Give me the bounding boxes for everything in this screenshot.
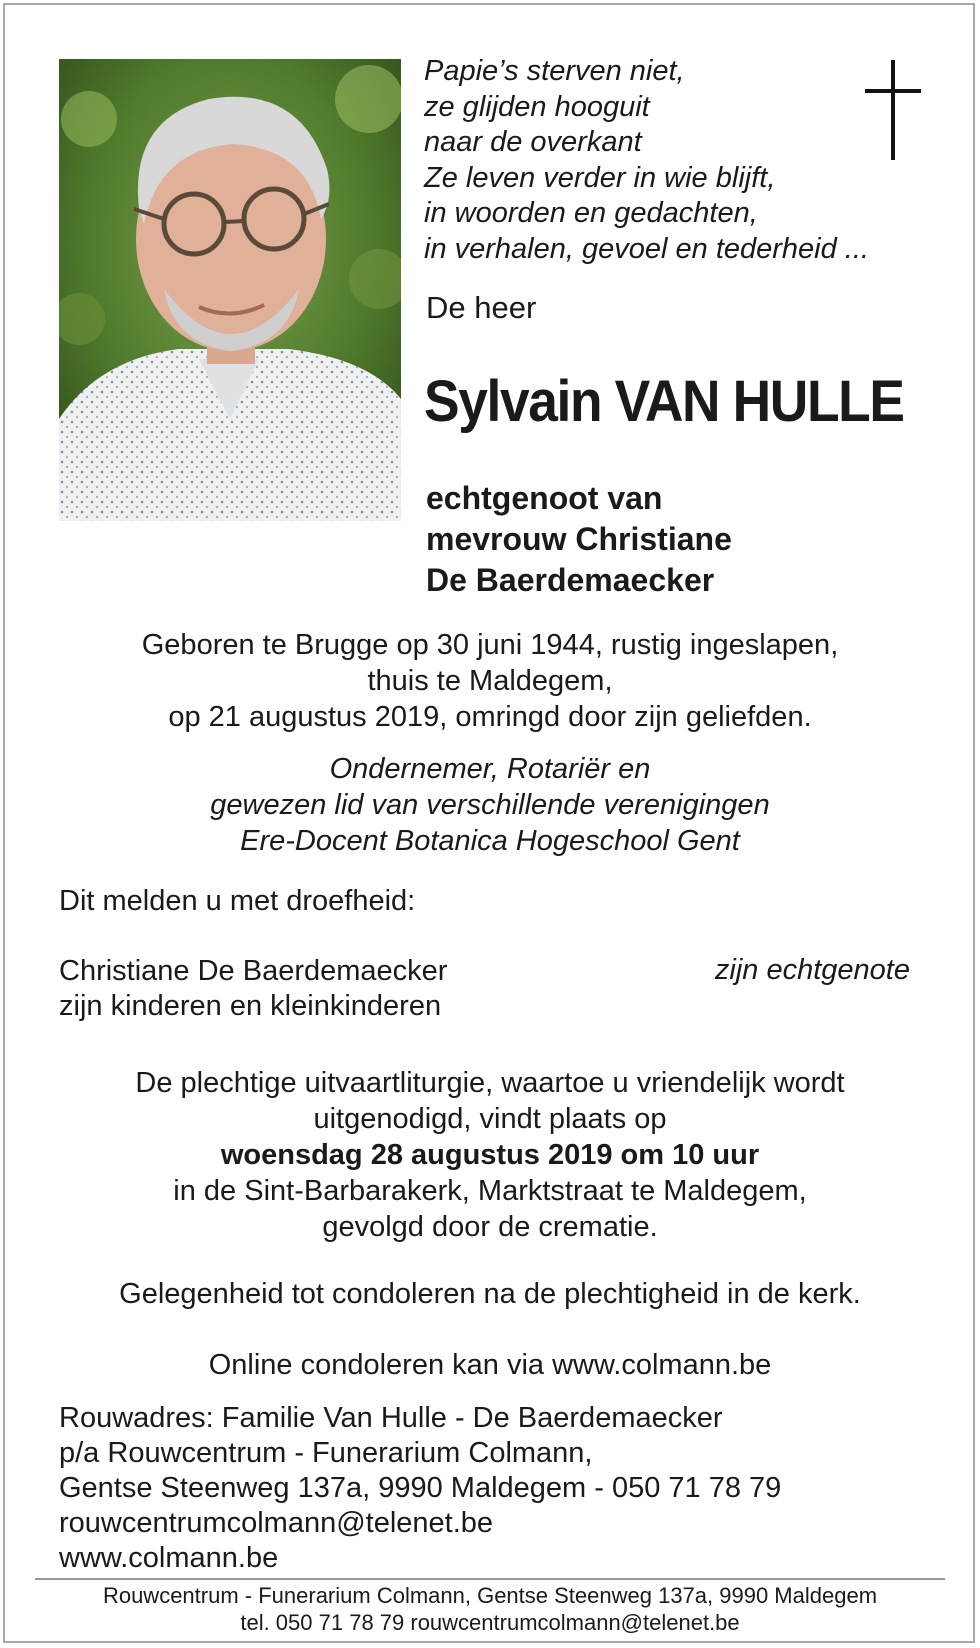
- mourning-address: [59, 1401, 781, 1576]
- poem-line: in woorden en gedachten,: [424, 197, 758, 230]
- relative-name: zijn kinderen en kleinkinderen: [59, 990, 442, 1022]
- spouse-line: De Baerdemaecker: [426, 562, 715, 598]
- spouse-line: echtgenoot van: [426, 480, 663, 516]
- relative-name: Christiane De Baerdemaecker: [59, 955, 448, 987]
- funeral-line: De plechtige uitvaartliturgie, waartoe u vriendelijk wordt: [135, 1067, 845, 1099]
- portrait-photo: [59, 59, 401, 521]
- birth-death-line: op 21 augustus 2019, omringd door zijn geliefden.: [168, 701, 812, 733]
- career-line: Ere-Docent Botanica Hogeschool Gent: [240, 825, 740, 857]
- announcement: Dit melden u met droefheid:: [59, 885, 416, 917]
- address-line: Rouwadres: Familie Van Hulle - De Baerdemaecker: [59, 1402, 723, 1434]
- spouse-line: mevrouw Christiane: [426, 521, 732, 557]
- title-prefix: De heer: [426, 290, 537, 325]
- poem-line: in verhalen, gevoel en tederheid ...: [424, 232, 869, 265]
- poem-line: ze glijden hooguit: [424, 90, 650, 123]
- birth-death-info: [0, 627, 980, 735]
- latin-cross-icon: [865, 60, 921, 160]
- career-info: [0, 751, 980, 859]
- poem-line: Papie’s sterven niet,: [424, 55, 685, 87]
- address-email: rouwcentrumcolmann@telenet.be: [59, 1507, 494, 1539]
- poem-line: naar de overkant: [424, 126, 642, 159]
- funeral-info: [0, 1065, 980, 1245]
- footer-divider: [35, 1578, 945, 1580]
- birth-death-line: Geboren te Brugge op 30 juni 1944, rustig ingeslapen,: [141, 629, 839, 661]
- spouse-info: [426, 478, 732, 601]
- career-line: gewezen lid van verschillende verenigingen: [210, 789, 770, 821]
- address-website: www.colmann.be: [59, 1542, 279, 1574]
- footer-line: Rouwcentrum - Funerarium Colmann, Gentse Steenweg 137a, 9990 Maldegem: [102, 1583, 878, 1608]
- deceased-name: Sylvain VAN HULLE: [424, 369, 904, 434]
- address-line: Gentse Steenweg 137a, 9990 Maldegem - 050 71 78 79: [59, 1472, 782, 1504]
- funeral-line: in de Sint-Barbarakerk, Marktstraat te Maldegem,: [173, 1175, 807, 1207]
- birth-death-line: thuis te Maldegem,: [367, 665, 613, 697]
- relatives-list: [59, 954, 447, 1024]
- funeral-date: woensdag 28 augustus 2019 om 10 uur: [220, 1139, 760, 1171]
- funeral-line: gevolgd door de crematie.: [322, 1211, 658, 1243]
- condolence-note: Gelegenheid tot condoleren na de plechtigheid in de kerk.: [119, 1278, 861, 1310]
- poem: [424, 54, 869, 268]
- poem-line: Ze leven verder in wie blijft,: [424, 161, 776, 194]
- career-line: Ondernemer, Rotariër en: [329, 753, 651, 785]
- footer-line: tel. 050 71 78 79 rouwcentrumcolmann@telenet.be: [240, 1610, 740, 1635]
- online-condolence: Online condoleren kan via www.colmann.be: [208, 1349, 772, 1381]
- funeral-line: uitgenodigd, vindt plaats op: [313, 1103, 667, 1135]
- footer: [0, 1582, 980, 1636]
- address-line: p/a Rouwcentrum - Funerarium Colmann,: [59, 1437, 593, 1469]
- relative-relation: zijn echtgenote: [714, 954, 910, 986]
